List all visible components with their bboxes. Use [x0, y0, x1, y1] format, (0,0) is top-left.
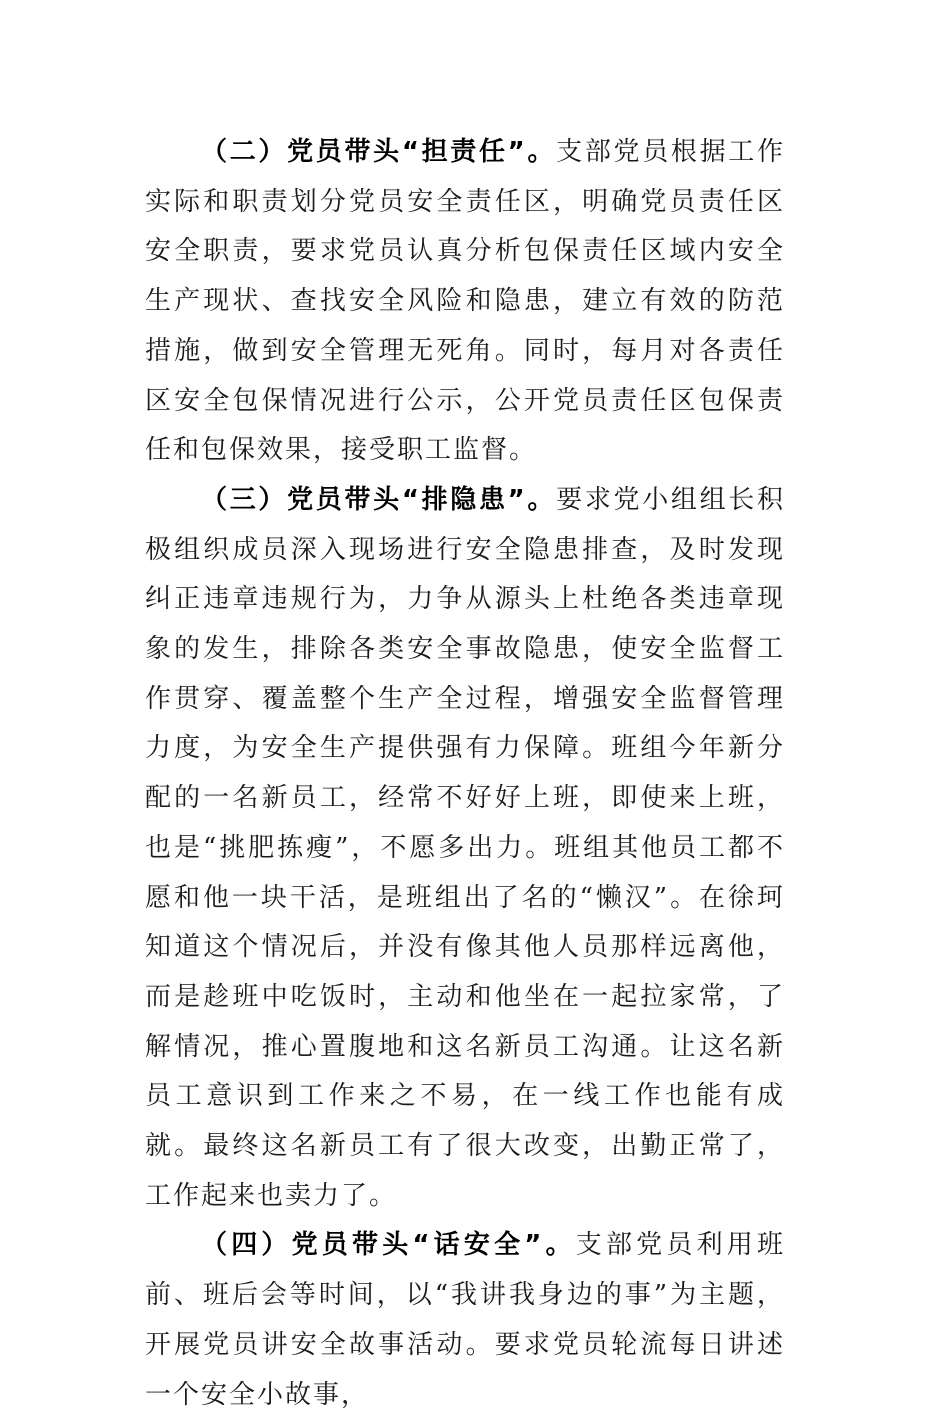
paragraph-safety-talk — [145, 1221, 785, 1420]
paragraph-text: 支部党员利用班前、班后会等时间，以“我讲我身边的事”为主题，开展党员讲安全故事活动。要求党员轮流每日讲述一个安全小故事， — [145, 1230, 785, 1410]
paragraph-heading: （三）党员带头“排隐患”。 — [201, 484, 557, 515]
paragraph-heading: （二）党员带头“担责任”。 — [201, 137, 557, 167]
paragraph-text: 要求党小组组长积极组织成员深入现场进行安全隐患排查，及时发现纠正违章违规行为，力争从源头上杜绝各类违章现象的发生，排除各类安全事故隐患，使安全监督工作贯穿、覆盖整个生产全过程，增强安全监督管理力度，为安全生产提供强有力保障。班组今年新分配的一名新员工，经常不好好上班，即使来上班，也是“挑肥拣瘦”，不愿多出力。班组其他员工都不愿和他一块干活，是班组出了名的“懒汉”。在徐珂知道这个情况后，并没有像其他人员那样远离他，而是趁班中吃饭时，主动和他坐在一起拉家常，了解情况，推心置腹地和这名新员工沟通。让这名新员工意识到工作来之不易，在一线工作也能有成就。最终这名新员工有了很大改变，出勤正常了，工作起来也卖力了。 — [145, 484, 785, 1211]
paragraph-heading: （四）党员带头“话安全”。 — [201, 1230, 576, 1261]
paragraph-text: 支部党员根据工作实际和职责划分党员安全责任区，明确党员责任区安全职责，要求党员认真分析包保责任区域内安全生产现状、查找安全风险和隐患，建立有效的防范措施，做到安全管理无死角。同时，每月对各责任区安全包保情况进行公示，公开党员责任区包保责任和包保效果，接受职工监督。 — [145, 137, 785, 466]
paragraph-responsibility — [145, 128, 785, 476]
document-body — [145, 128, 785, 1420]
paragraph-hazards — [145, 476, 785, 1222]
